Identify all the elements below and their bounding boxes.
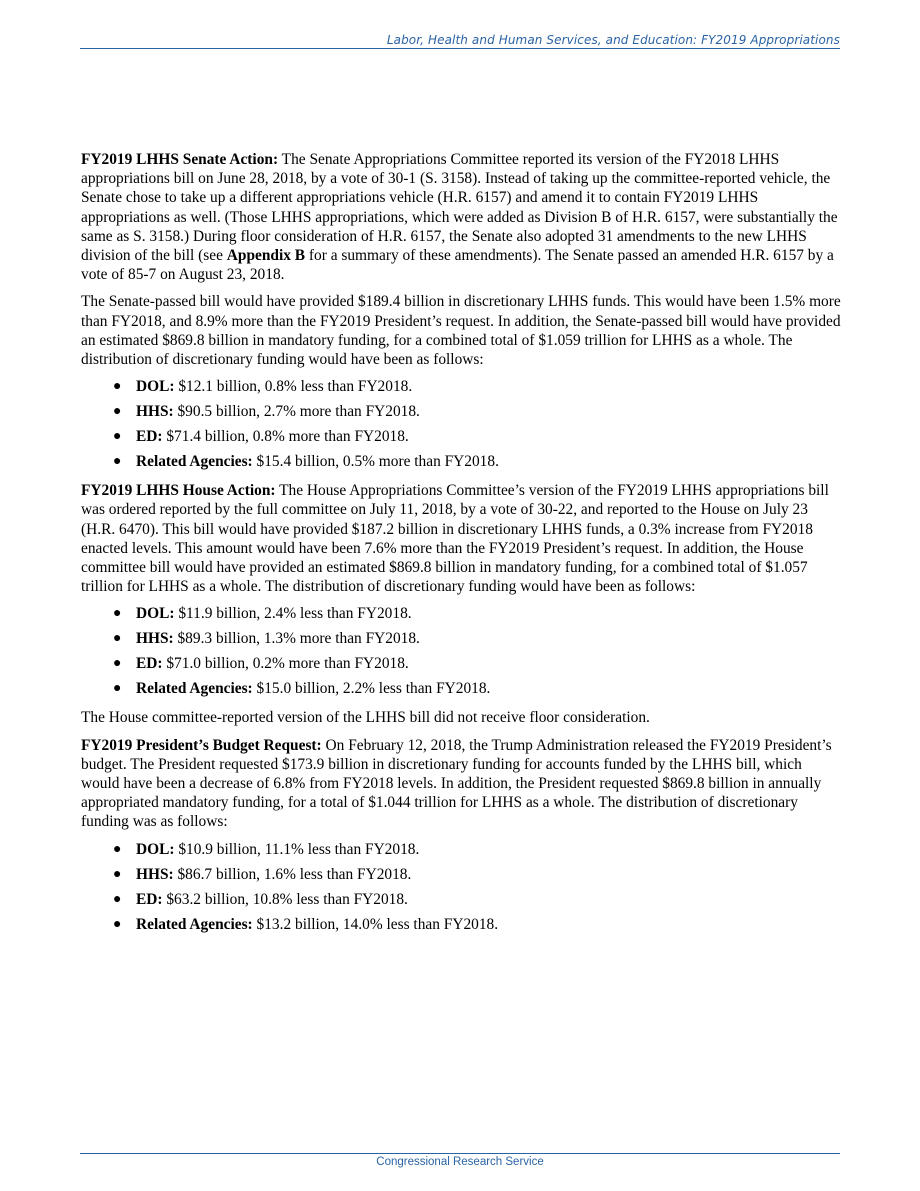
list-item (81, 865, 841, 890)
list-item-text: $89.3 billion, 1.3% more than FY2018. (173, 630, 420, 648)
bullet-dot-icon: ● (113, 606, 122, 622)
list-item (81, 654, 841, 679)
document-body (81, 150, 841, 944)
list-item-text: $10.9 billion, 11.1% less than FY2018. (174, 840, 420, 858)
list-item-text: $71.0 billion, 0.2% more than FY2018. (162, 655, 409, 673)
list-item-label: ED: (136, 655, 163, 673)
bullet-dot-icon: ● (113, 404, 122, 420)
bullet-dot-icon: ● (113, 379, 122, 395)
list-item-text: $15.4 billion, 0.5% more than FY2018. (252, 453, 499, 471)
footer-source: Congressional Research Service (376, 1156, 544, 1168)
house-action-heading: FY2019 LHHS House Action: (81, 482, 276, 500)
list-item (81, 840, 841, 865)
president-request-text: On February 12, 2018, the Trump Administration released the FY2019 President’s budget. The President requested $173.9 billion in discretionary funding for accounts funded by the LHHS bill, which would have been a decrease of 6.8% from FY2018 levels. In addition, the President requested $869.8 billion in annually appropriated mandatory funding, for a total of $1.044 trillion for LHHS as a whole. The distribution of discretionary funding was as follows: (81, 736, 832, 831)
president-funding-list (81, 840, 841, 940)
president-request-heading: FY2019 President’s Budget Request: (81, 736, 322, 754)
list-item-text: $86.7 billion, 1.6% less than FY2018. (173, 865, 412, 883)
list-item (81, 402, 841, 427)
bullet-dot-icon: ● (113, 681, 122, 697)
list-item (81, 890, 841, 915)
bullet-dot-icon: ● (113, 891, 122, 907)
house-funding-list (81, 604, 841, 704)
house-action-paragraph (81, 481, 841, 596)
list-item (81, 915, 841, 940)
list-item-label: HHS: (136, 403, 174, 421)
running-header: Labor, Health and Human Services, and Education: FY2019 Appropriations (386, 33, 840, 47)
list-item-text: $11.9 billion, 2.4% less than FY2018. (174, 605, 412, 623)
list-item-label: DOL: (136, 378, 175, 396)
list-item-label: DOL: (136, 840, 175, 858)
house-floor-note: The House committee-reported version of the LHHS bill did not receive floor consideration. (81, 709, 650, 727)
bullet-dot-icon: ● (113, 454, 122, 470)
president-request-paragraph (81, 736, 841, 832)
list-item-label: HHS: (136, 865, 174, 883)
header-divider (80, 48, 840, 49)
list-item-label: ED: (136, 428, 163, 446)
list-item (81, 604, 841, 629)
list-item-text: $71.4 billion, 0.8% more than FY2018. (162, 428, 409, 446)
list-item-label: Related Agencies: (136, 453, 253, 471)
house-action-text: The House Appropriations Committee’s version of the FY2019 LHHS appropriations bill was ordered reported by the full committee on July 11, 2018, by a vote of 30-22, and reported to the House on July 23 (H.R. 6470). This bill would have provided $187.2 billion in discretionary LHHS funds, a 0.3% increase from FY2018 enacted levels. This amount would have been 7.6% more than the FY2019 President’s request. In addition, the House committee bill would have provided an estimated $869.8 billion in mandatory funding, for a combined total of $1.057 trillion for LHHS as a whole. The distribution of discretionary funding would have been as follows: (81, 482, 829, 596)
list-item-text: $90.5 billion, 2.7% more than FY2018. (173, 403, 420, 421)
list-item-text: $13.2 billion, 14.0% less than FY2018. (252, 915, 499, 933)
list-item (81, 427, 841, 452)
bullet-dot-icon: ● (113, 916, 122, 932)
list-item (81, 679, 841, 704)
list-item-text: $15.0 billion, 2.2% less than FY2018. (252, 680, 491, 698)
list-item-label: Related Agencies: (136, 680, 253, 698)
bullet-dot-icon: ● (113, 429, 122, 445)
senate-action-text-1: The Senate Appropriations Committee reported its version of the FY2018 LHHS appropriations bill on June 28, 2018, by a vote of 30-1 (S. 3158). Instead of taking up the committee-reported vehicle, the Senate chose to take up a different appropriations vehicle (H.R. 6157) and amend it to contain FY2019 LHHS appropriations as well. (Those LHHS appropriations, which were added as Division B of H.R. 6157, were substantially the same as S. 3158.) During floor consideration of H.R. 6157, the Senate also adopted 31 amendments to the new LHHS division of the bill (see (81, 151, 838, 265)
bullet-dot-icon: ● (113, 866, 122, 882)
senate-action-heading: FY2019 LHHS Senate Action: (81, 151, 279, 168)
appendix-b-reference: Appendix B (226, 247, 306, 265)
senate-action-paragraph (81, 150, 841, 284)
list-item-label: Related Agencies: (136, 915, 253, 933)
list-item-label: ED: (136, 890, 163, 908)
list-item (81, 629, 841, 654)
senate-funding-list (81, 377, 841, 477)
bullet-dot-icon: ● (113, 841, 122, 857)
list-item (81, 377, 841, 402)
list-item (81, 452, 841, 477)
list-item-text: $63.2 billion, 10.8% less than FY2018. (162, 890, 408, 908)
senate-action-text-2: for a summary of these amendments). The Senate passed an amended H.R. 6157 by a vote of 85-7 on August 23, 2018. (81, 247, 834, 284)
footer-divider (80, 1153, 840, 1154)
senate-funding-paragraph: The Senate-passed bill would have provided $189.4 billion in discretionary LHHS funds. This would have been 1.5% more than FY2018, and 8.9% more than the FY2019 President’s request. In addition, the Senate-passed bill would have provided an estimated $869.8 billion in mandatory funding, for a combined total of $1.059 trillion for LHHS as a whole. The distribution of discretionary funding would have been as follows: (81, 293, 841, 369)
list-item-label: DOL: (136, 605, 175, 623)
bullet-dot-icon: ● (113, 656, 122, 672)
bullet-dot-icon: ● (113, 631, 122, 647)
list-item-text: $12.1 billion, 0.8% less than FY2018. (174, 378, 413, 396)
list-item-label: HHS: (136, 630, 174, 648)
